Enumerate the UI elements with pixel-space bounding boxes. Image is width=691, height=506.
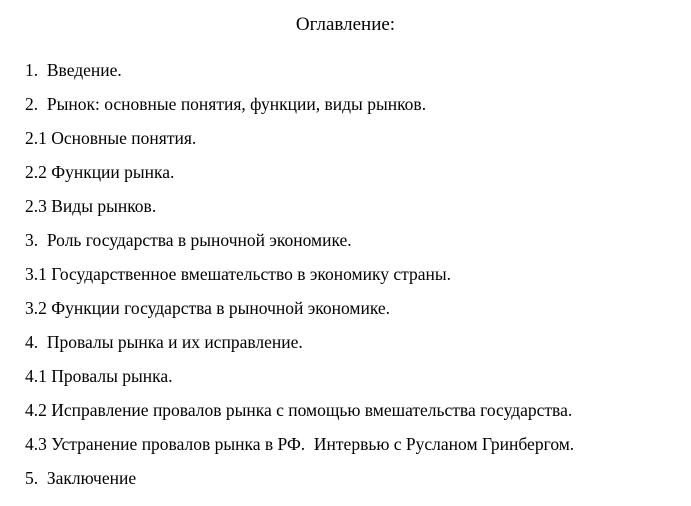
toc-item: 4.2 Исправление провалов рынка с помощью вмешательства государства. (25, 400, 573, 420)
toc-item: 2.1 Основные понятия. (25, 128, 197, 148)
toc-title: Оглавление: (295, 14, 396, 35)
toc-item: 2.2 Функции рынка. (25, 162, 175, 182)
toc-item: 4.3 Устранение провалов рынка в РФ. Интервью с Русланом Гринбергом. (25, 434, 575, 454)
toc-item: 2.3 Виды рынков. (25, 196, 157, 216)
toc-item: 4. Провалы рынка и их исправление. (25, 332, 303, 352)
toc-item: 3. Роль государства в рыночной экономике. (25, 230, 352, 250)
toc-item: 1. Введение. (25, 60, 122, 80)
toc-item: 4.1 Провалы рынка. (25, 366, 173, 386)
toc-item: 2. Рынок: основные понятия, функции, виды рынков. (25, 94, 427, 114)
toc-item: 5. Заключение (25, 468, 137, 488)
toc-item: 3.1 Государственное вмешательство в экономику страны. (25, 264, 451, 284)
toc-item: 3.2 Функции государства в рыночной экономике. (25, 298, 391, 318)
toc-list (0, 53, 691, 495)
